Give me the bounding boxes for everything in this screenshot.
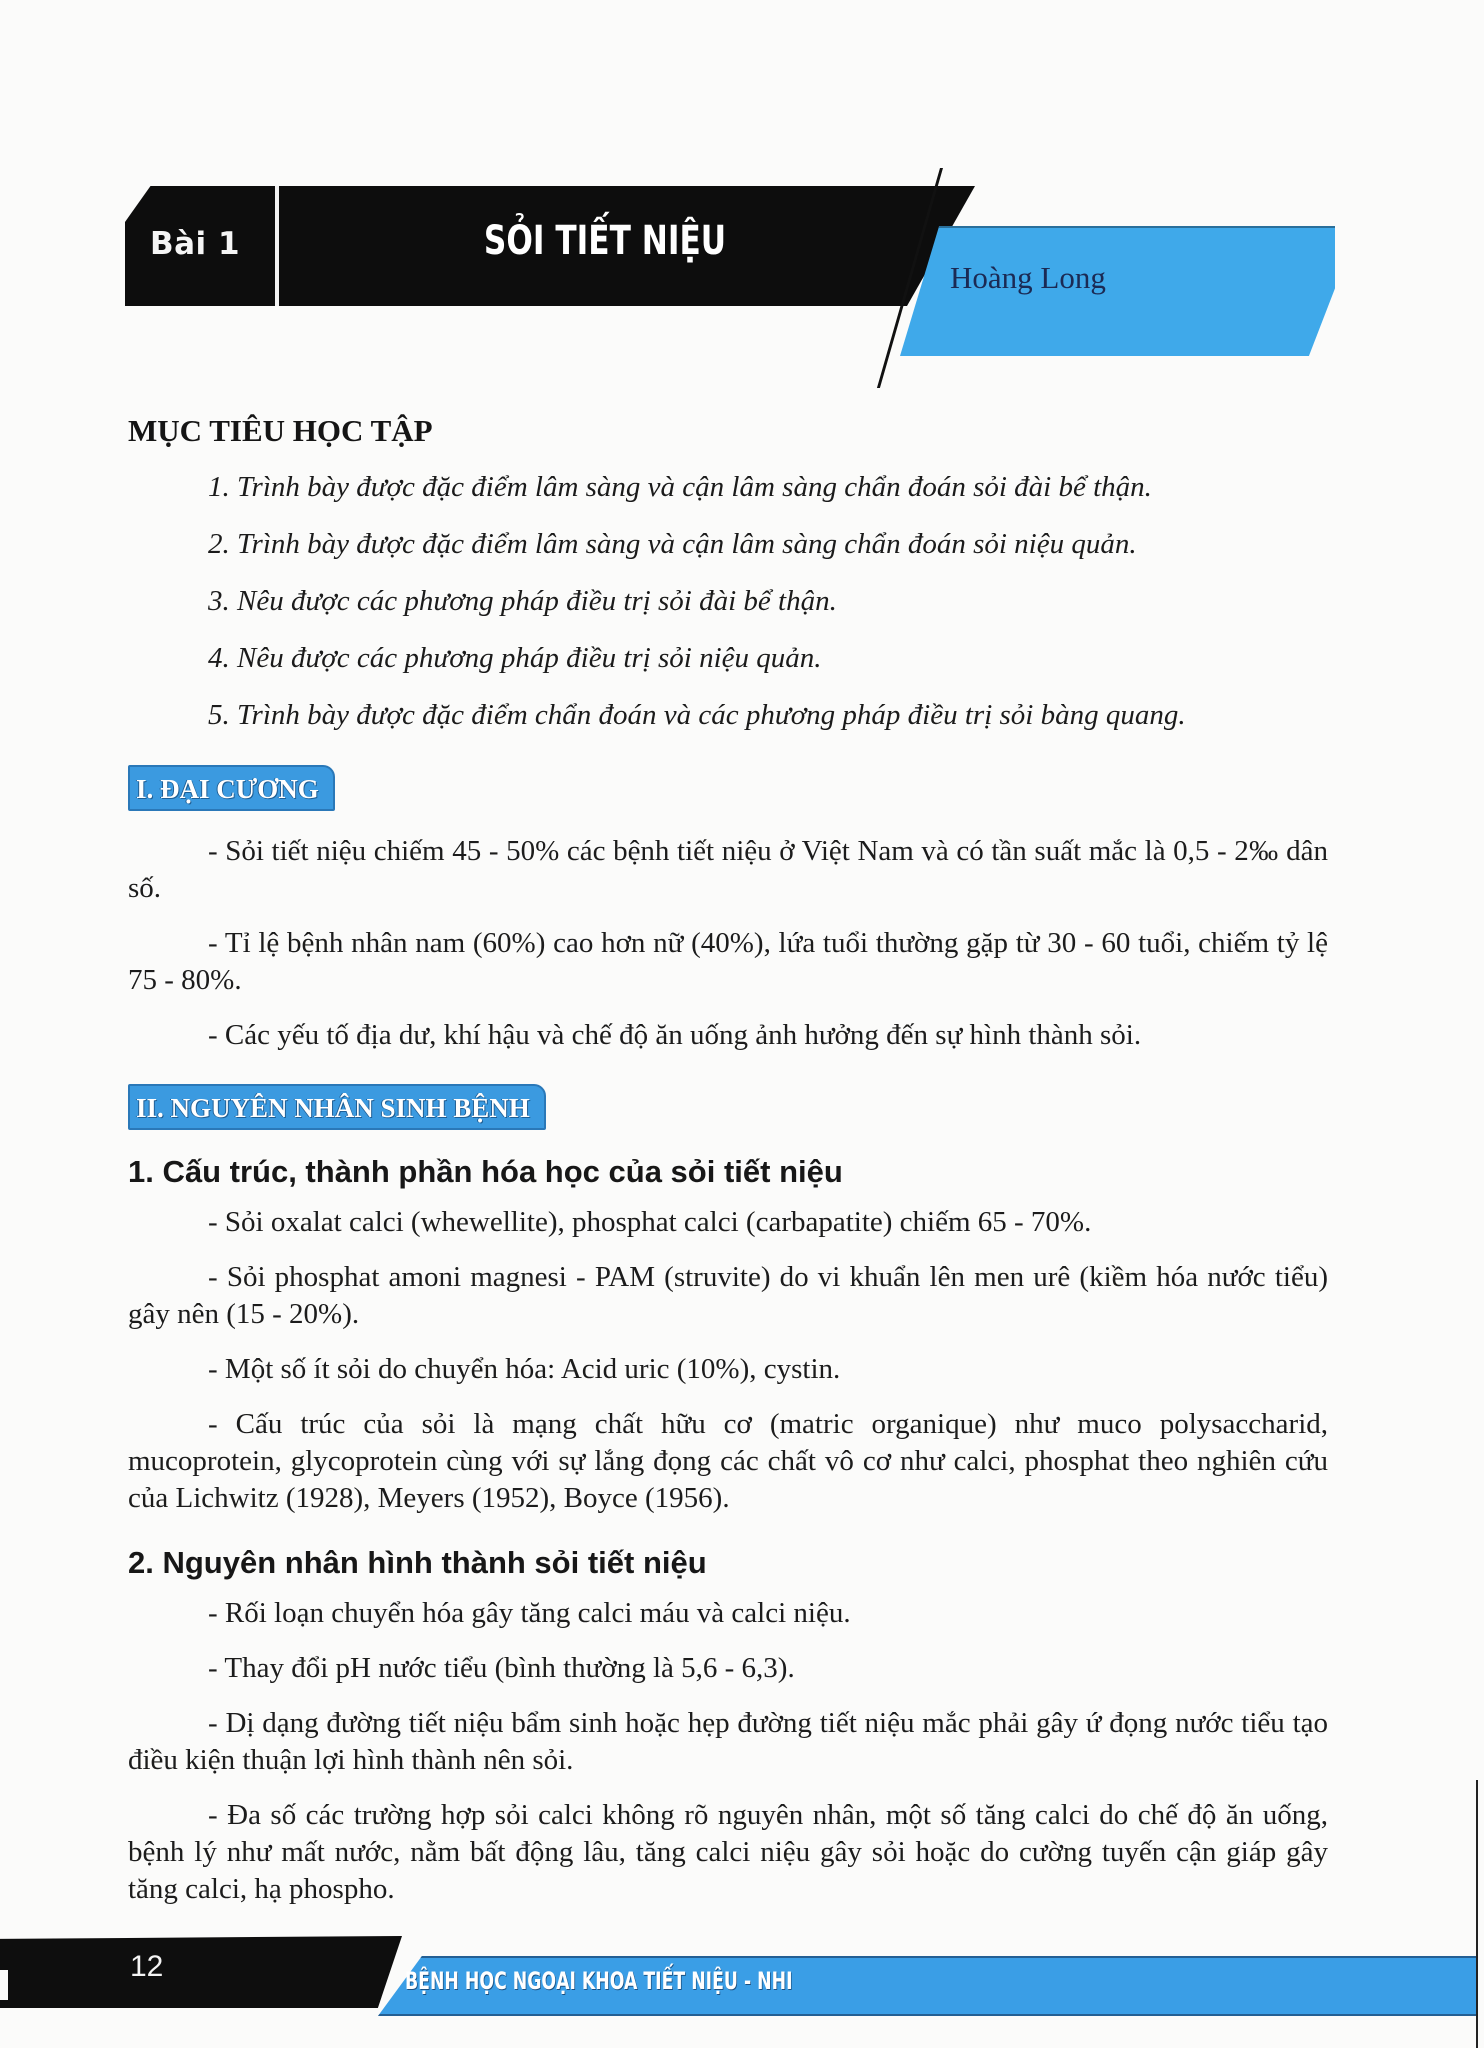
page-content [128,405,1328,1908]
page-number: 12 [130,1950,164,1983]
section-heading-pathogenesis: II. NGUYÊN NHÂN SINH BỆNH [128,1084,546,1130]
paragraph: - Sỏi phosphat amoni magnesi - PAM (struvite) do vi khuẩn lên men urê (kiềm hóa nước tiểu) gây nên (15 - 20%). [128,1261,1328,1330]
paragraph: - Dị dạng đường tiết niệu bẩm sinh hoặc hẹp đường tiết niệu mắc phải gây ứ đọng nước tiểu tạo điều kiện thuận lợi hình thành nên sỏi. [128,1707,1328,1776]
chapter-title: SỎI TIẾT NIỆU [483,218,727,264]
paragraph: - Rối loạn chuyển hóa gây tăng calci máu và calci niệu. [208,1597,851,1629]
objective-item: 4. Nêu được các phương pháp điều trị sỏi niệu quản. [208,642,822,674]
footer-notch [0,1970,8,2000]
book-title: BỆNH HỌC NGOẠI KHOA TIẾT NIỆU - NHI [405,1967,793,1995]
objective-item: 2. Trình bày được đặc điểm lâm sàng và cận lâm sàng chẩn đoán sỏi niệu quản. [208,528,1137,560]
paragraph: - Tỉ lệ bệnh nhân nam (60%) cao hơn nữ (40%), lứa tuổi thường gặp từ 30 - 60 tuổi, chiếm tỷ lệ 75 - 80%. [128,927,1328,996]
author-name: Hoàng Long [950,260,1106,295]
subsection-title: 2. Nguyên nhân hình thành sỏi tiết niệu [128,1545,707,1580]
page-edge-line [1476,1780,1478,2048]
footer-page-band [0,1936,402,2008]
paragraph: - Cấu trúc của sỏi là mạng chất hữu cơ (matric organique) như muco polysaccharid, mucoprotein, glycoprotein cùng với sự lắng đọng các chất vô cơ như calci, phosphat theo nghiên cứu của Lichwitz (1928), Meyers (1952), Boyce (1956). [128,1408,1328,1514]
objective-item: 3. Nêu được các phương pháp điều trị sỏi đài bể thận. [208,585,837,617]
paragraph: - Thay đổi pH nước tiểu (bình thường là 5,6 - 6,3). [208,1652,795,1684]
section-heading-general: I. ĐẠI CƯƠNG [128,765,335,811]
paragraph: - Đa số các trường hợp sỏi calci không rõ nguyên nhân, một số tăng calci do chế độ ăn uống, bệnh lý như mất nước, nằm bất động lâu, tăng calci niệu gây sỏi hoặc do cường tuyến cận giáp gây tăng calci, hạ phospho. [128,1799,1328,1905]
paragraph: - Sỏi tiết niệu chiếm 45 - 50% các bệnh tiết niệu ở Việt Nam và có tần suất mắc là 0,5 - 2‰ dân số. [128,835,1328,904]
lesson-number: Bài 1 [150,226,241,262]
subsection-title: 1. Cấu trúc, thành phần hóa học của sỏi tiết niệu [128,1154,843,1189]
paragraph: - Sỏi oxalat calci (whewellite), phosphat calci (carbapatite) chiếm 65 - 70%. [208,1206,1092,1238]
banner-divider [275,186,279,306]
objective-item: 5. Trình bày được đặc điểm chẩn đoán và các phương pháp điều trị sỏi bàng quang. [208,699,1186,731]
objectives-list [128,459,1328,744]
objective-item: 1. Trình bày được đặc điểm lâm sàng và cận lâm sàng chẩn đoán sỏi đài bể thận. [208,471,1152,503]
paragraph: - Một số ít sỏi do chuyển hóa: Acid uric (10%), cystin. [208,1353,841,1385]
paragraph: - Các yếu tố địa dư, khí hậu và chế độ ăn uống ảnh hưởng đến sự hình thành sỏi. [208,1019,1142,1051]
objectives-title: MỤC TIÊU HỌC TẬP [128,413,433,448]
